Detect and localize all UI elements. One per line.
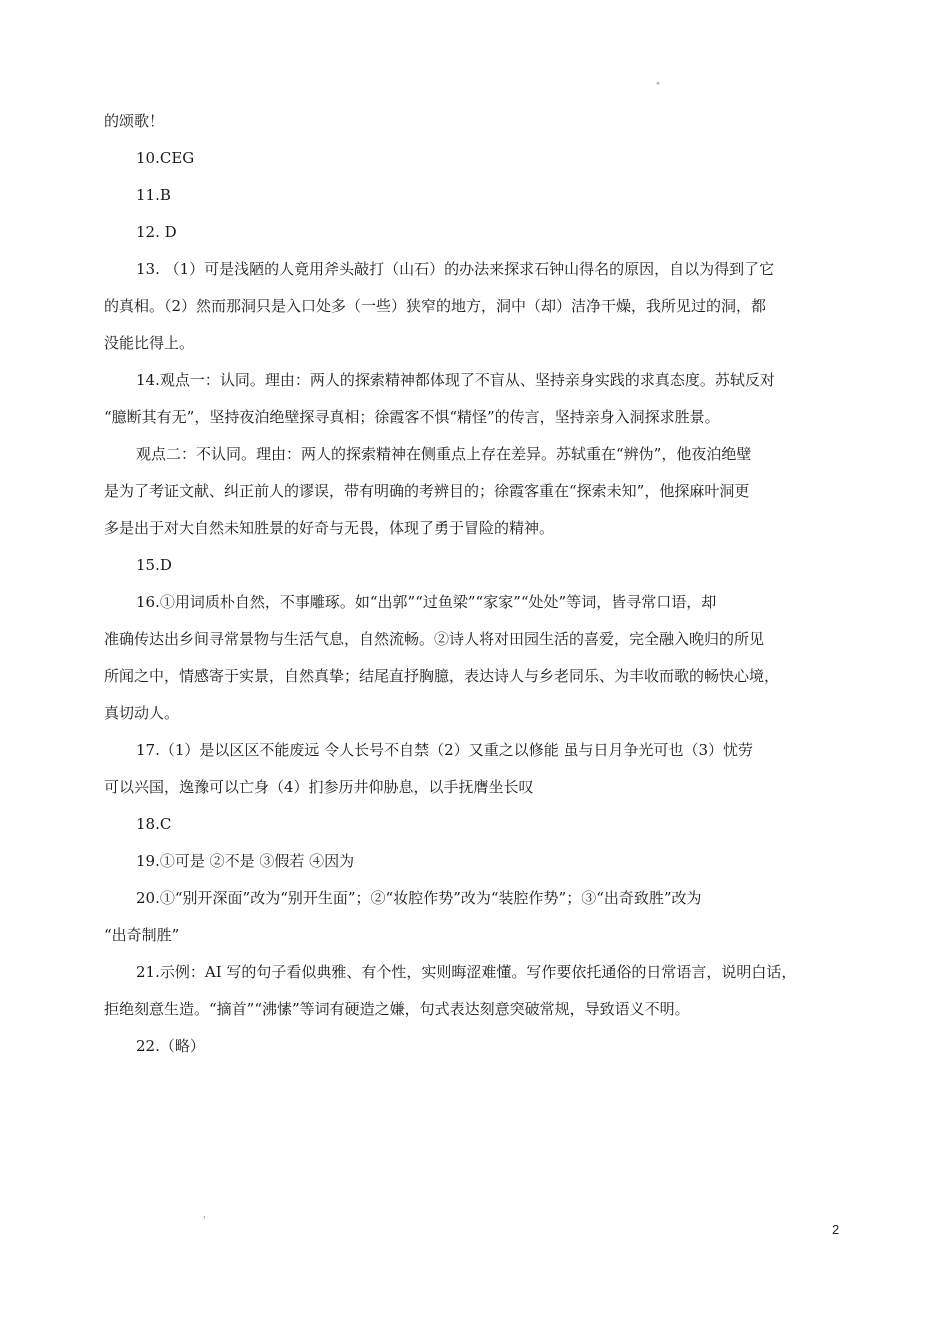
answer-19: 19.①可是 ②不是 ③假若 ④因为 [136, 852, 355, 870]
answer-14-line-4: 是为了考证文献、纠正前人的谬误，带有明确的考辨目的；徐霞客重在“探索未知”，他探麻叶洞更 [104, 482, 750, 500]
answer-21-line-1: 21.示例：AI 写的句子看似典雅、有个性，实则晦涩难懂。写作要依托通俗的日常语言，说明白话， [136, 963, 797, 981]
answer-16-line-4: 真切动人。 [104, 704, 180, 722]
answer-content [104, 108, 844, 1059]
answer-20-line-2: “出奇制胜” [104, 926, 180, 944]
footer-mark: ' [203, 1216, 206, 1226]
answer-14-line-5: 多是出于对大自然未知胜景的好奇与无畏，体现了勇于冒险的精神。 [104, 519, 555, 537]
answer-20-line-1: 20.①“别开深面”改为“别开生面”；②“妆腔作势”改为“装腔作势”；③“出奇致胜”改为 [136, 889, 702, 907]
header-mark: " [656, 82, 661, 92]
answer-21-line-2: 拒绝刻意生造。“摘首”“沸愫”等词有硬造之嫌，句式表达刻意突破常规，导致语义不明。 [104, 1000, 690, 1018]
answer-15: 15.D [136, 556, 172, 574]
page-number: 2 [832, 1222, 840, 1237]
answer-17-line-2: 可以兴国，逸豫可以亡身（4）扪参历井仰胁息，以手抚膺坐长叹 [104, 778, 534, 796]
answer-17-line-1: 17.（1）是以区区不能废远 令人长号不自禁（2）又重之以修能 虽与日月争光可也（3）忧劳 [136, 741, 754, 759]
answer-13-line-2: 的真相。（2）然而那洞只是入口处多（一些）狭窄的地方，洞中（却）洁净干燥，我所见过的洞，都 [104, 297, 767, 315]
answer-line-continuation: 的颂歌！ [104, 112, 165, 130]
answer-13-line-3: 没能比得上。 [104, 334, 195, 352]
answer-22: 22.（略） [136, 1037, 205, 1055]
answer-10: 10.CEG [136, 149, 195, 167]
answer-16-line-2: 准确传达出乡间寻常景物与生活气息，自然流畅。②诗人将对田园生活的喜爱，完全融入晚归的所见 [104, 630, 765, 648]
answer-14-line-3: 观点二：不认同。理由：两人的探索精神在侧重点上存在差异。苏轼重在“辨伪”，他夜泊绝壁 [136, 445, 752, 463]
answer-13-line-1: 13. （1）可是浅陋的人竟用斧头敲打（山石）的办法来探求石钟山得名的原因，自以为得到了它 [136, 260, 775, 278]
answer-16-line-1: 16.①用词质朴自然，不事雕琢。如“出郭”“过鱼梁”“家家”“处处”等词，皆寻常口语，却 [136, 593, 717, 611]
answer-12: 12. D [136, 223, 177, 241]
answer-14-line-1: 14.观点一：认同。理由：两人的探索精神都体现了不盲从、坚持亲身实践的求真态度。苏轼反对 [136, 371, 775, 389]
answer-14-line-2: “臆断其有无”，坚持夜泊绝壁探寻真相；徐霞客不惧“精怪”的传言，坚持亲身入洞探求胜景。 [104, 408, 720, 426]
answer-11: 11.B [136, 186, 171, 204]
answer-18: 18.C [136, 815, 172, 833]
answer-16-line-3: 所闻之中，情感寄于实景，自然真挚；结尾直抒胸臆，表达诗人与乡老同乐、为丰收而歌的畅快心境， [104, 667, 780, 685]
